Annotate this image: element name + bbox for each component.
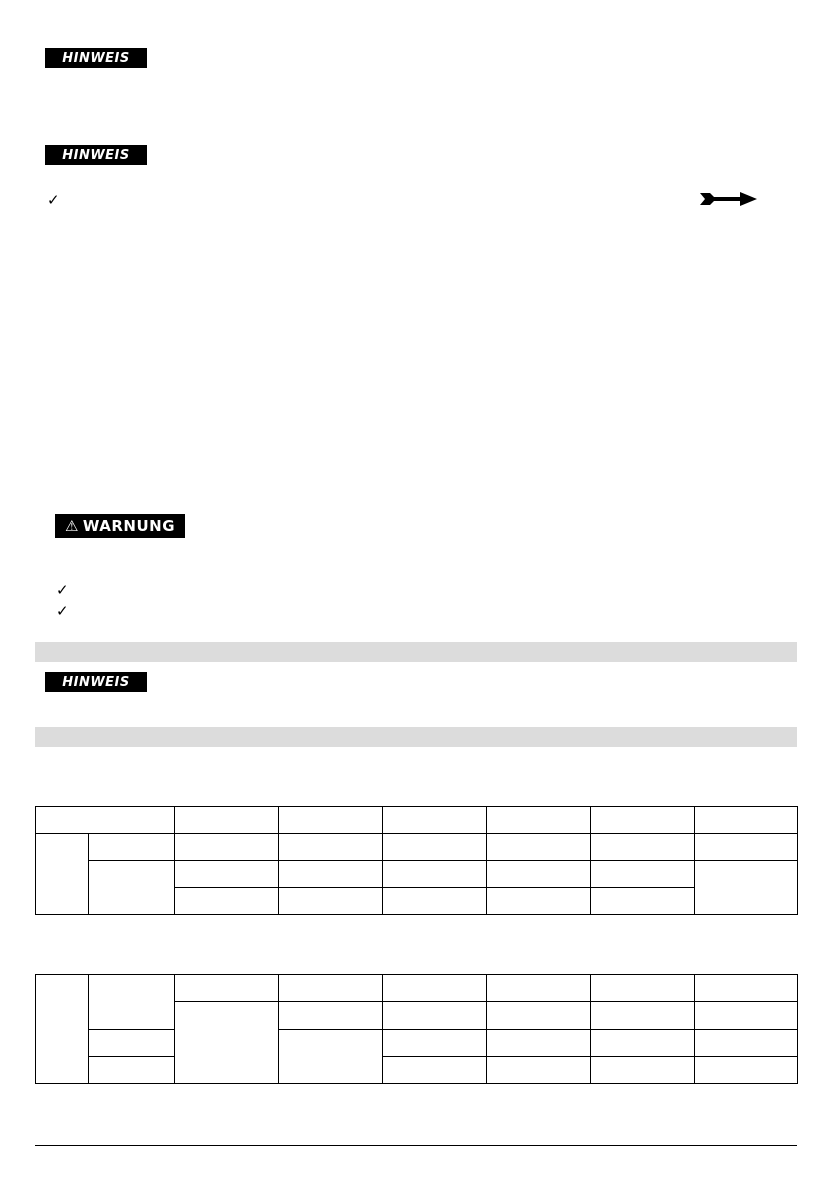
table-cell — [89, 861, 175, 915]
table-row — [36, 1002, 798, 1030]
hinweis-label: HINWEIS — [62, 147, 130, 163]
table-cell — [487, 807, 591, 834]
table-cell — [487, 861, 591, 888]
table-cell — [383, 1002, 487, 1030]
check-icon: ✓ — [47, 191, 60, 209]
table-cell — [175, 888, 279, 915]
table-cell — [383, 861, 487, 888]
table-cell — [695, 807, 798, 834]
data-table — [35, 974, 798, 1084]
table-cell — [487, 1002, 591, 1030]
table-cell — [279, 1002, 383, 1030]
table-cell — [175, 1002, 279, 1084]
table-row — [36, 861, 798, 888]
table-cell — [279, 1030, 383, 1084]
table-cell — [383, 888, 487, 915]
data-table — [35, 806, 798, 915]
table-cell — [279, 861, 383, 888]
table-cell — [487, 888, 591, 915]
table-cell — [591, 1002, 695, 1030]
table-row — [36, 975, 798, 1002]
table-cell — [591, 1057, 695, 1084]
table-cell — [383, 1030, 487, 1057]
table-cell — [695, 975, 798, 1002]
hinweis-badge — [45, 48, 147, 68]
table-cell — [36, 975, 89, 1084]
table-row — [36, 1057, 798, 1084]
hinweis-badge — [45, 672, 147, 692]
hinweis-label: HINWEIS — [62, 674, 130, 690]
table-cell — [383, 834, 487, 861]
table-row — [36, 834, 798, 861]
section-heading-bar — [35, 727, 797, 747]
table-cell — [175, 975, 279, 1002]
warning-triangle-icon: ⚠ — [64, 517, 79, 535]
table-cell — [89, 975, 175, 1002]
table-cell — [36, 834, 89, 915]
table-cell — [487, 975, 591, 1002]
table-cell — [175, 861, 279, 888]
table-cell — [279, 888, 383, 915]
table-cell — [89, 834, 175, 861]
table-cell — [591, 1030, 695, 1057]
table-cell — [695, 1030, 798, 1057]
table-cell — [591, 861, 695, 888]
table-cell — [591, 888, 695, 915]
table-cell — [383, 1057, 487, 1084]
warnung-badge — [55, 514, 185, 538]
table-cell — [89, 1002, 175, 1030]
check-icon: ✓ — [56, 602, 69, 620]
table-cell — [591, 975, 695, 1002]
arrow-right-icon — [700, 190, 758, 208]
table-cell — [175, 834, 279, 861]
table-cell — [487, 1057, 591, 1084]
table-cell — [36, 807, 175, 834]
table-row — [36, 1030, 798, 1057]
table-cell — [591, 834, 695, 861]
hinweis-badge — [45, 145, 147, 165]
section-heading-bar — [35, 642, 797, 662]
table-cell — [279, 807, 383, 834]
warnung-label: WARNUNG — [82, 517, 176, 535]
table-cell — [89, 1057, 175, 1084]
table-cell — [89, 1030, 175, 1057]
table-cell — [695, 1002, 798, 1030]
table-cell — [175, 807, 279, 834]
table-row — [36, 807, 798, 834]
table-cell — [695, 861, 798, 915]
table-cell — [591, 807, 695, 834]
table-cell — [383, 807, 487, 834]
table-cell — [383, 975, 487, 1002]
check-icon: ✓ — [56, 581, 69, 599]
hinweis-label: HINWEIS — [62, 50, 130, 66]
table-cell — [487, 834, 591, 861]
footer-rule — [35, 1145, 797, 1146]
table-cell — [695, 1057, 798, 1084]
table-cell — [279, 975, 383, 1002]
table-cell — [695, 834, 798, 861]
table-cell — [279, 834, 383, 861]
table-cell — [487, 1030, 591, 1057]
